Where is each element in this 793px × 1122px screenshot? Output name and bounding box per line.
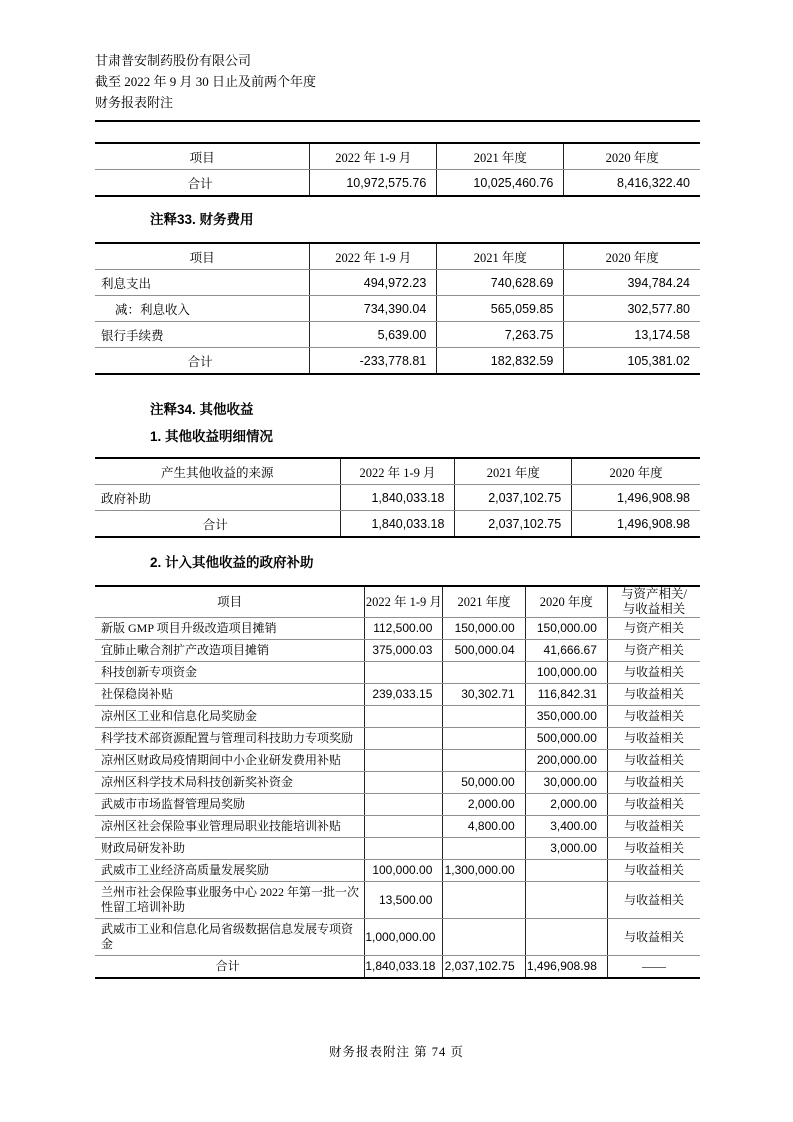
other-income-detail-table xyxy=(95,457,700,538)
total-row xyxy=(95,511,700,538)
value-2022: 100,000.00 xyxy=(365,860,443,882)
value-2022: 1,840,033.18 xyxy=(340,511,455,538)
financial-expenses-table xyxy=(95,242,700,375)
value-2022 xyxy=(365,706,443,728)
value-2020: 2,000.00 xyxy=(525,794,607,816)
value-2021: 182,832.59 xyxy=(437,348,564,375)
note34-heading: 注释34. 其他收益 xyxy=(150,402,254,417)
row-label: 宜肺止嗽合剂扩产改造项目摊销 xyxy=(95,640,365,662)
column-header: 2022 年 1-9 月 xyxy=(340,458,455,485)
column-header: 2021 年度 xyxy=(443,586,525,618)
other-income-detail-heading: 1. 其他收益明细情况 xyxy=(150,429,274,444)
relation-type: 与收益相关 xyxy=(607,882,700,919)
carryover-total-table xyxy=(95,142,700,197)
table-row xyxy=(95,640,700,662)
column-header: 产生其他收益的来源 xyxy=(95,458,340,485)
value-2021: 2,037,102.75 xyxy=(455,485,572,511)
table-row xyxy=(95,270,700,296)
row-label: 社保稳岗补贴 xyxy=(95,684,365,706)
row-label: 科技创新专项资金 xyxy=(95,662,365,684)
row-label: 合计 xyxy=(95,956,365,979)
relation-type: 与收益相关 xyxy=(607,772,700,794)
value-2021: 7,263.75 xyxy=(437,322,564,348)
relation-type: 与资产相关 xyxy=(607,640,700,662)
value-2022: 494,972.23 xyxy=(310,270,437,296)
total-row xyxy=(95,956,700,979)
column-header: 2020 年度 xyxy=(572,458,700,485)
column-header: 2020 年度 xyxy=(525,586,607,618)
value-2021: 10,025,460.76 xyxy=(437,170,564,197)
value-2022 xyxy=(365,794,443,816)
table-row xyxy=(95,794,700,816)
value-2021 xyxy=(443,750,525,772)
value-2020 xyxy=(525,860,607,882)
value-2020: 30,000.00 xyxy=(525,772,607,794)
value-2022 xyxy=(365,838,443,860)
row-label: 减：利息收入 xyxy=(95,296,310,322)
value-2021: 2,037,102.75 xyxy=(443,956,525,979)
value-2020: 500,000.00 xyxy=(525,728,607,750)
value-2022: 112,500.00 xyxy=(365,618,443,640)
header-row xyxy=(95,458,700,485)
relation-type: 与资产相关 xyxy=(607,618,700,640)
value-2022: 1,840,033.18 xyxy=(365,956,443,979)
row-label: 凉州区社会保险事业管理局职业技能培训补贴 xyxy=(95,816,365,838)
value-2020: 100,000.00 xyxy=(525,662,607,684)
note33-heading: 注释33. 财务费用 xyxy=(150,212,254,227)
header-divider xyxy=(95,120,700,122)
row-label: 武威市工业和信息化局省级数据信息发展专项资金 xyxy=(95,919,365,956)
value-2021: 2,000.00 xyxy=(443,794,525,816)
value-2020 xyxy=(525,919,607,956)
value-2021 xyxy=(443,662,525,684)
relation-type: 与收益相关 xyxy=(607,662,700,684)
value-2021: 50,000.00 xyxy=(443,772,525,794)
value-2022: 1,840,033.18 xyxy=(340,485,455,511)
column-header: 2020 年度 xyxy=(564,243,700,270)
government-subsidy-heading: 2. 计入其他收益的政府补助 xyxy=(150,555,314,570)
value-2020: 1,496,908.98 xyxy=(617,516,690,531)
table-row xyxy=(95,838,700,860)
value-2021 xyxy=(443,706,525,728)
value-2022: 734,390.04 xyxy=(310,296,437,322)
column-header: 与资产相关/ 与收益相关 xyxy=(607,586,700,618)
relation-type: 与收益相关 xyxy=(607,860,700,882)
table-row xyxy=(95,772,700,794)
value-2020: 3,000.00 xyxy=(525,838,607,860)
table-row xyxy=(95,816,700,838)
value-2021: 2,037,102.75 xyxy=(455,511,572,538)
value-2021 xyxy=(443,919,525,956)
footer-text: 财务报表附注 第 74 页 xyxy=(329,1045,464,1059)
row-label: 财政局研发补助 xyxy=(95,838,365,860)
value-2021: 500,000.04 xyxy=(443,640,525,662)
table-row xyxy=(95,662,700,684)
value-2020: 116,842.31 xyxy=(525,684,607,706)
header-row xyxy=(95,143,700,170)
value-2022: -233,778.81 xyxy=(310,348,437,375)
relation-type: 与收益相关 xyxy=(607,750,700,772)
relation-type: —— xyxy=(641,959,666,973)
value-2021: 740,628.69 xyxy=(437,270,564,296)
header-row xyxy=(95,243,700,270)
page-content xyxy=(95,0,700,979)
row-label: 银行手续费 xyxy=(95,322,310,348)
row-label: 政府补助 xyxy=(95,485,340,511)
row-label: 武威市市场监督管理局奖励 xyxy=(95,794,365,816)
value-2020: 394,784.24 xyxy=(564,270,700,296)
value-2022 xyxy=(365,772,443,794)
value-2022: 239,033.15 xyxy=(365,684,443,706)
column-header: 2020 年度 xyxy=(564,143,700,170)
value-2021 xyxy=(443,882,525,919)
relation-type: 与收益相关 xyxy=(607,838,700,860)
column-header: 2022 年 1-9 月 xyxy=(310,243,437,270)
value-2022 xyxy=(365,728,443,750)
value-2021 xyxy=(443,838,525,860)
value-2020: 13,174.58 xyxy=(564,322,700,348)
row-label: 凉州区工业和信息化局奖励金 xyxy=(95,706,365,728)
table-row xyxy=(95,919,700,956)
row-label: 凉州区科学技术局科技创新奖补资金 xyxy=(95,772,365,794)
table-row xyxy=(95,860,700,882)
table-row xyxy=(95,322,700,348)
row-label: 合计 xyxy=(95,511,340,538)
value-2020 xyxy=(525,882,607,919)
value-2020: 200,000.00 xyxy=(525,750,607,772)
value-2020: 41,666.67 xyxy=(525,640,607,662)
document-title: 财务报表附注 xyxy=(95,95,174,110)
row-label: 新版 GMP 项目升级改造项目摊销 xyxy=(95,618,365,640)
table-row xyxy=(95,882,700,919)
document-header xyxy=(95,0,700,113)
relation-type: 与收益相关 xyxy=(607,706,700,728)
column-header: 2021 年度 xyxy=(437,243,564,270)
value-2022 xyxy=(365,816,443,838)
value-2022: 1,000,000.00 xyxy=(365,919,443,956)
row-label: 武威市工业经济高质量发展奖励 xyxy=(95,860,365,882)
relation-type: 与收益相关 xyxy=(607,919,700,956)
table-row xyxy=(95,728,700,750)
page-footer xyxy=(0,1042,793,1060)
column-header: 2021 年度 xyxy=(437,143,564,170)
value-2022 xyxy=(365,750,443,772)
value-2022: 10,972,575.76 xyxy=(310,170,437,197)
company-name: 甘肃普安制药股份有限公司 xyxy=(95,53,252,68)
total-row xyxy=(95,170,700,197)
header-row xyxy=(95,586,700,618)
relation-type: 与收益相关 xyxy=(607,794,700,816)
value-2022: 13,500.00 xyxy=(365,882,443,919)
row-label: 合计 xyxy=(95,348,310,375)
column-header: 项目 xyxy=(95,243,310,270)
value-2020: 1,496,908.98 xyxy=(525,956,607,979)
value-2020: 8,416,322.40 xyxy=(617,175,690,190)
column-header: 项目 xyxy=(95,143,310,170)
value-2022: 375,000.03 xyxy=(365,640,443,662)
table-row xyxy=(95,485,700,511)
table-row xyxy=(95,618,700,640)
column-header: 项目 xyxy=(95,586,365,618)
value-2021: 30,302.71 xyxy=(443,684,525,706)
value-2021: 1,300,000.00 xyxy=(443,860,525,882)
value-2020: 150,000.00 xyxy=(525,618,607,640)
total-row xyxy=(95,348,700,375)
column-header: 2021 年度 xyxy=(455,458,572,485)
row-label: 兰州市社会保险事业服务中心 2022 年第一批一次性留工培训补助 xyxy=(95,882,365,919)
row-label: 利息支出 xyxy=(95,270,310,296)
row-label: 合计 xyxy=(95,170,310,197)
column-header: 2022 年 1-9 月 xyxy=(365,586,443,618)
value-2022 xyxy=(365,662,443,684)
value-2021: 150,000.00 xyxy=(443,618,525,640)
value-2020: 350,000.00 xyxy=(525,706,607,728)
column-header: 2022 年 1-9 月 xyxy=(310,143,437,170)
value-2021 xyxy=(443,728,525,750)
relation-type: 与收益相关 xyxy=(607,684,700,706)
value-2020: 105,381.02 xyxy=(627,353,690,368)
table-row xyxy=(95,296,700,322)
relation-type: 与收益相关 xyxy=(607,728,700,750)
table-row xyxy=(95,750,700,772)
row-label: 科学技术部资源配置与管理司科技助力专项奖励 xyxy=(95,728,365,750)
table-row xyxy=(95,684,700,706)
value-2020: 1,496,908.98 xyxy=(572,485,700,511)
row-label: 凉州区财政局疫情期间中小企业研发费用补贴 xyxy=(95,750,365,772)
table-row xyxy=(95,706,700,728)
relation-type: 与收益相关 xyxy=(607,816,700,838)
value-2022: 5,639.00 xyxy=(310,322,437,348)
government-subsidies-table xyxy=(95,585,700,979)
value-2021: 565,059.85 xyxy=(437,296,564,322)
report-period: 截至 2022 年 9 月 30 日止及前两个年度 xyxy=(95,74,317,89)
value-2020: 302,577.80 xyxy=(564,296,700,322)
value-2021: 4,800.00 xyxy=(443,816,525,838)
value-2020: 3,400.00 xyxy=(525,816,607,838)
